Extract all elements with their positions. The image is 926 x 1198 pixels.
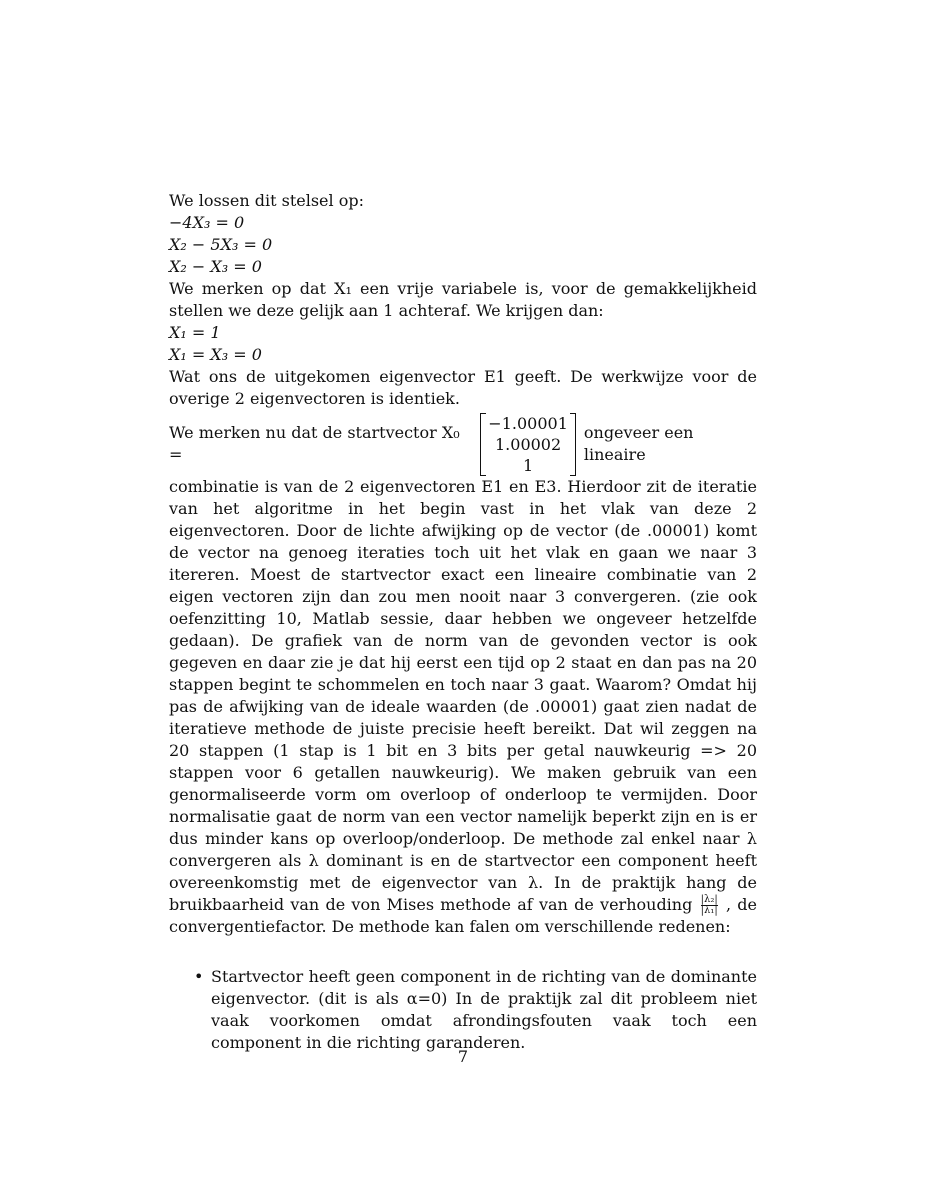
document-body	[169, 190, 757, 1054]
startvector-line	[169, 412, 757, 476]
intro-text: We lossen dit stelsel op:	[169, 191, 364, 210]
equation: X₁ = X₃ = 0	[169, 345, 262, 364]
bullet-icon: •	[194, 967, 204, 986]
bullet-list	[169, 966, 757, 1054]
fraction-denominator: |λ₁|	[700, 905, 718, 916]
list-item	[194, 966, 757, 1054]
startvector-matrix	[480, 413, 576, 476]
equation: −4X₃ = 0	[169, 213, 245, 232]
matrix-entry: −1.00001	[488, 413, 568, 433]
fraction-numerator: |λ₂|	[700, 894, 718, 905]
equation: X₂ − 5X₃ = 0	[169, 235, 273, 254]
startvector-text-before: We merken nu dat de startvector X₀ =	[169, 423, 460, 464]
equation: X₂ − X₃ = 0	[169, 257, 262, 276]
paragraph	[169, 476, 757, 938]
paragraph-end: , de convergentiefactor. De methode kan falen om verschillende redenen:	[169, 895, 757, 936]
matrix-entry: 1.00002	[495, 434, 562, 454]
equation: X₁ = 1	[169, 323, 221, 342]
matrix-entry: 1	[522, 455, 534, 475]
startvector-text-after: ongeveer een lineaire	[583, 423, 694, 464]
list-item-text: Startvector heeft geen component in de richting van de dominante eigenvector. (dit is als α=0) In de praktijk zal dit probleem niet vaak voorkomen omdat afrondingsfouten vaak toch een component in die richting garanderen.	[211, 967, 757, 1052]
paragraph: Wat ons de uitgekomen eigenvector E1 geeft. De werkwijze voor de overige 2 eigenvectoren is identiek.	[169, 367, 757, 408]
paragraph-body: combinatie is van de 2 eigenvectoren E1 en E3. Hierdoor zit de iteratie van het algoritme in het begin vast in het vlak van deze 2 eigenvectoren. Door de lichte afwijking op de vector (de .00001) komt de vector na genoeg iteraties toch uit het vlak en gaan we naar 3 itereren. Moest de startvector exact een lineaire combinatie van 2 eigen vectoren zijn dan zou men nooit naar 3 convergeren. (zie ook oefenzitting 10, Matlab sessie, daar hebben we ongeveer hetzelfde gedaan). De grafiek van de norm van de gevonden vector is ook gegeven en daar zie je dat hij eerst een tijd op 2 staat en dan pas na 20 stappen begint te schommelen en toch naar 3 gaat. Waarom? Omdat hij pas de afwijking van de ideale waarden (de .00001) gaat zien nadat de iteratieve methode de juiste precisie heeft bereikt. Dat wil zeggen na 20 stappen (1 stap is 1 bit en 3 bits per getal nauwkeurig => 20 stappen voor 6 getallen nauwkeurig). We maken gebruik van een genormaliseerde vorm om overloop of onderloop te vermijden. Door normalisatie gaat de norm van een vector namelijk beperkt zijn en is er dus minder kans op overloop/onderloop. De methode zal enkel naar λ convergeren als λ dominant is en de startvector een component heeft overeenkomstig met de eigenvector van λ. In de praktijk hang de bruikbaarheid van de von Mises methode af van de verhouding	[169, 477, 757, 914]
paragraph: We merken op dat X₁ een vrije variabele is, voor de gemakkelijkheid stellen we deze gelijk aan 1 achteraf. We krijgen dan:	[169, 279, 757, 320]
convergence-fraction	[701, 895, 718, 916]
page-number: 7	[457, 1047, 469, 1066]
